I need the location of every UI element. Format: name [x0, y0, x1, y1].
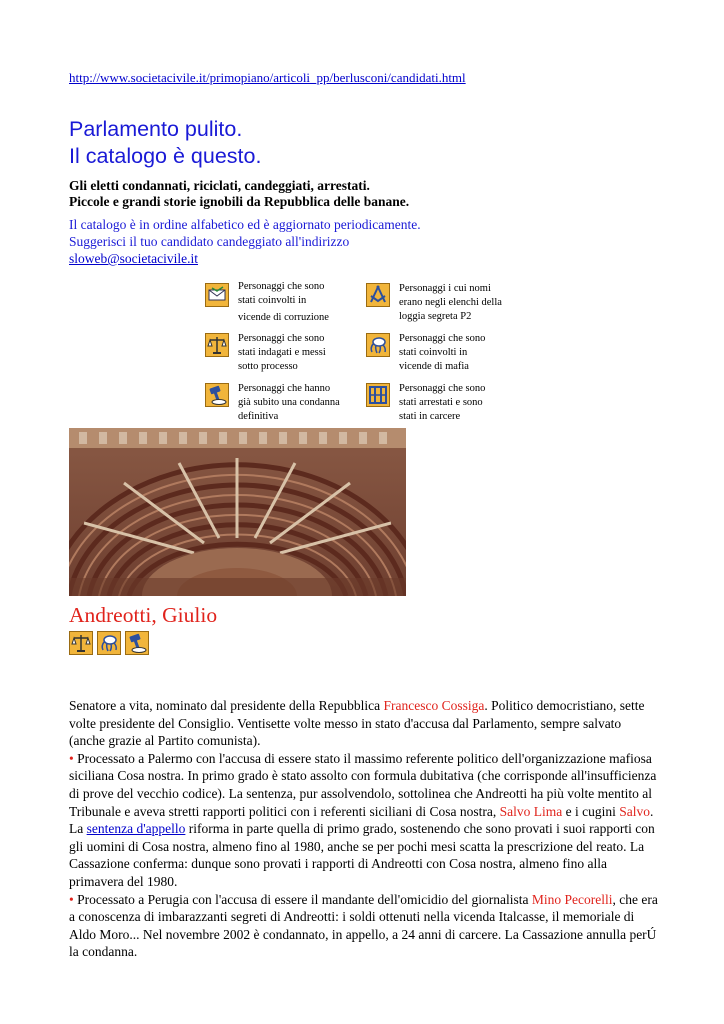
gavel-icon — [125, 631, 149, 655]
page-title-line-2: Il catalogo è questo. — [69, 144, 262, 168]
legend-text-line: Personaggi che sono — [238, 333, 325, 344]
legend-text-line: già subito una condanna — [238, 397, 340, 408]
legend-text-line: Personaggi che sono — [399, 383, 486, 394]
octopus-icon — [366, 333, 390, 357]
bullet-marker: • — [69, 891, 74, 907]
legend-item-mafia — [399, 332, 524, 374]
legend-item-conviction — [238, 382, 363, 424]
person-name-heading: Andreotti, Giulio — [69, 603, 218, 627]
bio-text: e i cugini — [562, 803, 620, 819]
legend-text-line: sotto processo — [238, 361, 298, 372]
legend-text-line: Personaggi che sono — [399, 333, 486, 344]
legend-text-line: Personaggi i cui nomi — [399, 283, 491, 294]
legend-item-arrest — [399, 382, 524, 424]
person-ref-cossiga: Francesco Cossiga — [383, 698, 485, 713]
intro-line-1: Il catalogo è in ordine alfabetico ed è aggiornato periodicamente. — [69, 217, 421, 232]
legend-text-line: stati in carcere — [399, 411, 461, 422]
sentenza-appello-link[interactable]: sentenza d'appello — [86, 821, 186, 837]
page-title-line-1: Parlamento pulito. — [69, 117, 243, 141]
person-ref-lima: Salvo Lima — [499, 803, 563, 819]
bio-text: riforma in parte quella di primo grado, sostenendo che sono provati i suoi rapporti con gli uomini di Cosa nostra, almeno fino al 1980, anche se per pochi mesi scatta la prescrizione del reato. La Cassazione conferma: dunque sono provati i rapporti di Andreotti con Cosa nostra, almeno fino alla primavera del 1980. — [69, 821, 655, 889]
gavel-icon — [205, 383, 229, 407]
bullet-marker: • — [69, 750, 74, 766]
legend-text-line: stati indagati e messi — [238, 347, 326, 358]
bio-text: . La — [69, 803, 654, 837]
source-url-link[interactable]: http://www.societacivile.it/primopiano/articoli_pp/berlusconi/candidati.html — [69, 70, 466, 85]
legend-item-trial — [238, 332, 363, 374]
legend-item-p2 — [399, 282, 524, 324]
biography-text — [69, 697, 659, 961]
bio-text: Senatore a vita, nominato dal presidente della Repubblica — [69, 698, 384, 713]
prison-bars-icon — [366, 383, 390, 407]
legend-text-line: stati coinvolti in — [399, 347, 468, 358]
legend-item-corruption — [238, 280, 363, 325]
bio-text: , che era a conoscenza di imbarazzanti segreti di Andreotti: i soldi ottenuti nella vicenda Italcasse, il memoriale di Aldo Moro... Nel novembre 2002 è condannato, in appello, a 24 anni di carcere. La Cassazione annulla perÚ la condanna. — [69, 891, 658, 960]
legend-text-line: vicende di corruzione — [238, 312, 329, 323]
legend-text-line: Personaggi che hanno — [238, 383, 331, 394]
envelope-money-icon — [205, 283, 229, 307]
subtitle-line-1: Gli eletti condannati, riciclati, candeggiati, arrestati. — [69, 178, 370, 193]
octopus-icon — [97, 631, 121, 655]
legend-text-line: definitiva — [238, 411, 279, 422]
masonic-compass-icon — [366, 283, 390, 307]
legend-text-line: loggia segreta P2 — [399, 311, 472, 322]
legend-text-line: Personaggi che sono — [238, 281, 325, 292]
legend-text-line: stati arrestati e sono — [399, 397, 483, 408]
parliament-chamber-photo — [69, 428, 406, 596]
bio-text: Processato a Palermo con l'accusa di essere stato il massimo referente politico dell'organizzazione mafiosa siciliana Cosa nostra. In primo grado è stato assolto con formula dubitativa (che corrisponde all'insufficienza di prove del vecchio codice). La sentenza, pur assolvendolo, sottolinea che Andreotti ha più volte mentito al Tribunale e aveva stretti rapporti politici con i referenti siciliani di Cosa nostra, — [69, 750, 657, 819]
intro-line-2: Suggerisci il tuo candidato candeggiato all'indirizzo — [69, 234, 350, 249]
legend-text-line: stati coinvolti in — [238, 295, 307, 306]
bio-text: Processato a Perugia con l'accusa di essere il mandante dell'omicidio del giornalista — [73, 891, 532, 907]
legend-text-line: vicende di mafia — [399, 361, 469, 372]
subtitle-line-2: Piccole e grandi storie ignobili da Repubblica delle banane. — [69, 194, 410, 209]
email-link[interactable]: sloweb@societacivile.it — [69, 251, 199, 266]
person-ref-salvo: Salvo — [619, 803, 651, 819]
legend-text-line: erano negli elenchi della — [399, 297, 502, 308]
scales-icon — [205, 333, 229, 357]
scales-icon — [69, 631, 93, 655]
person-ref-pecorelli: Mino Pecorelli — [531, 891, 613, 907]
bio-text: . Politico democristiano, sette volte presidente del Consiglio. Ventisette volte messo in stato d'accusa dal Parlamento, sempre salvato (anche grazie al Partito comunista). — [69, 698, 645, 749]
